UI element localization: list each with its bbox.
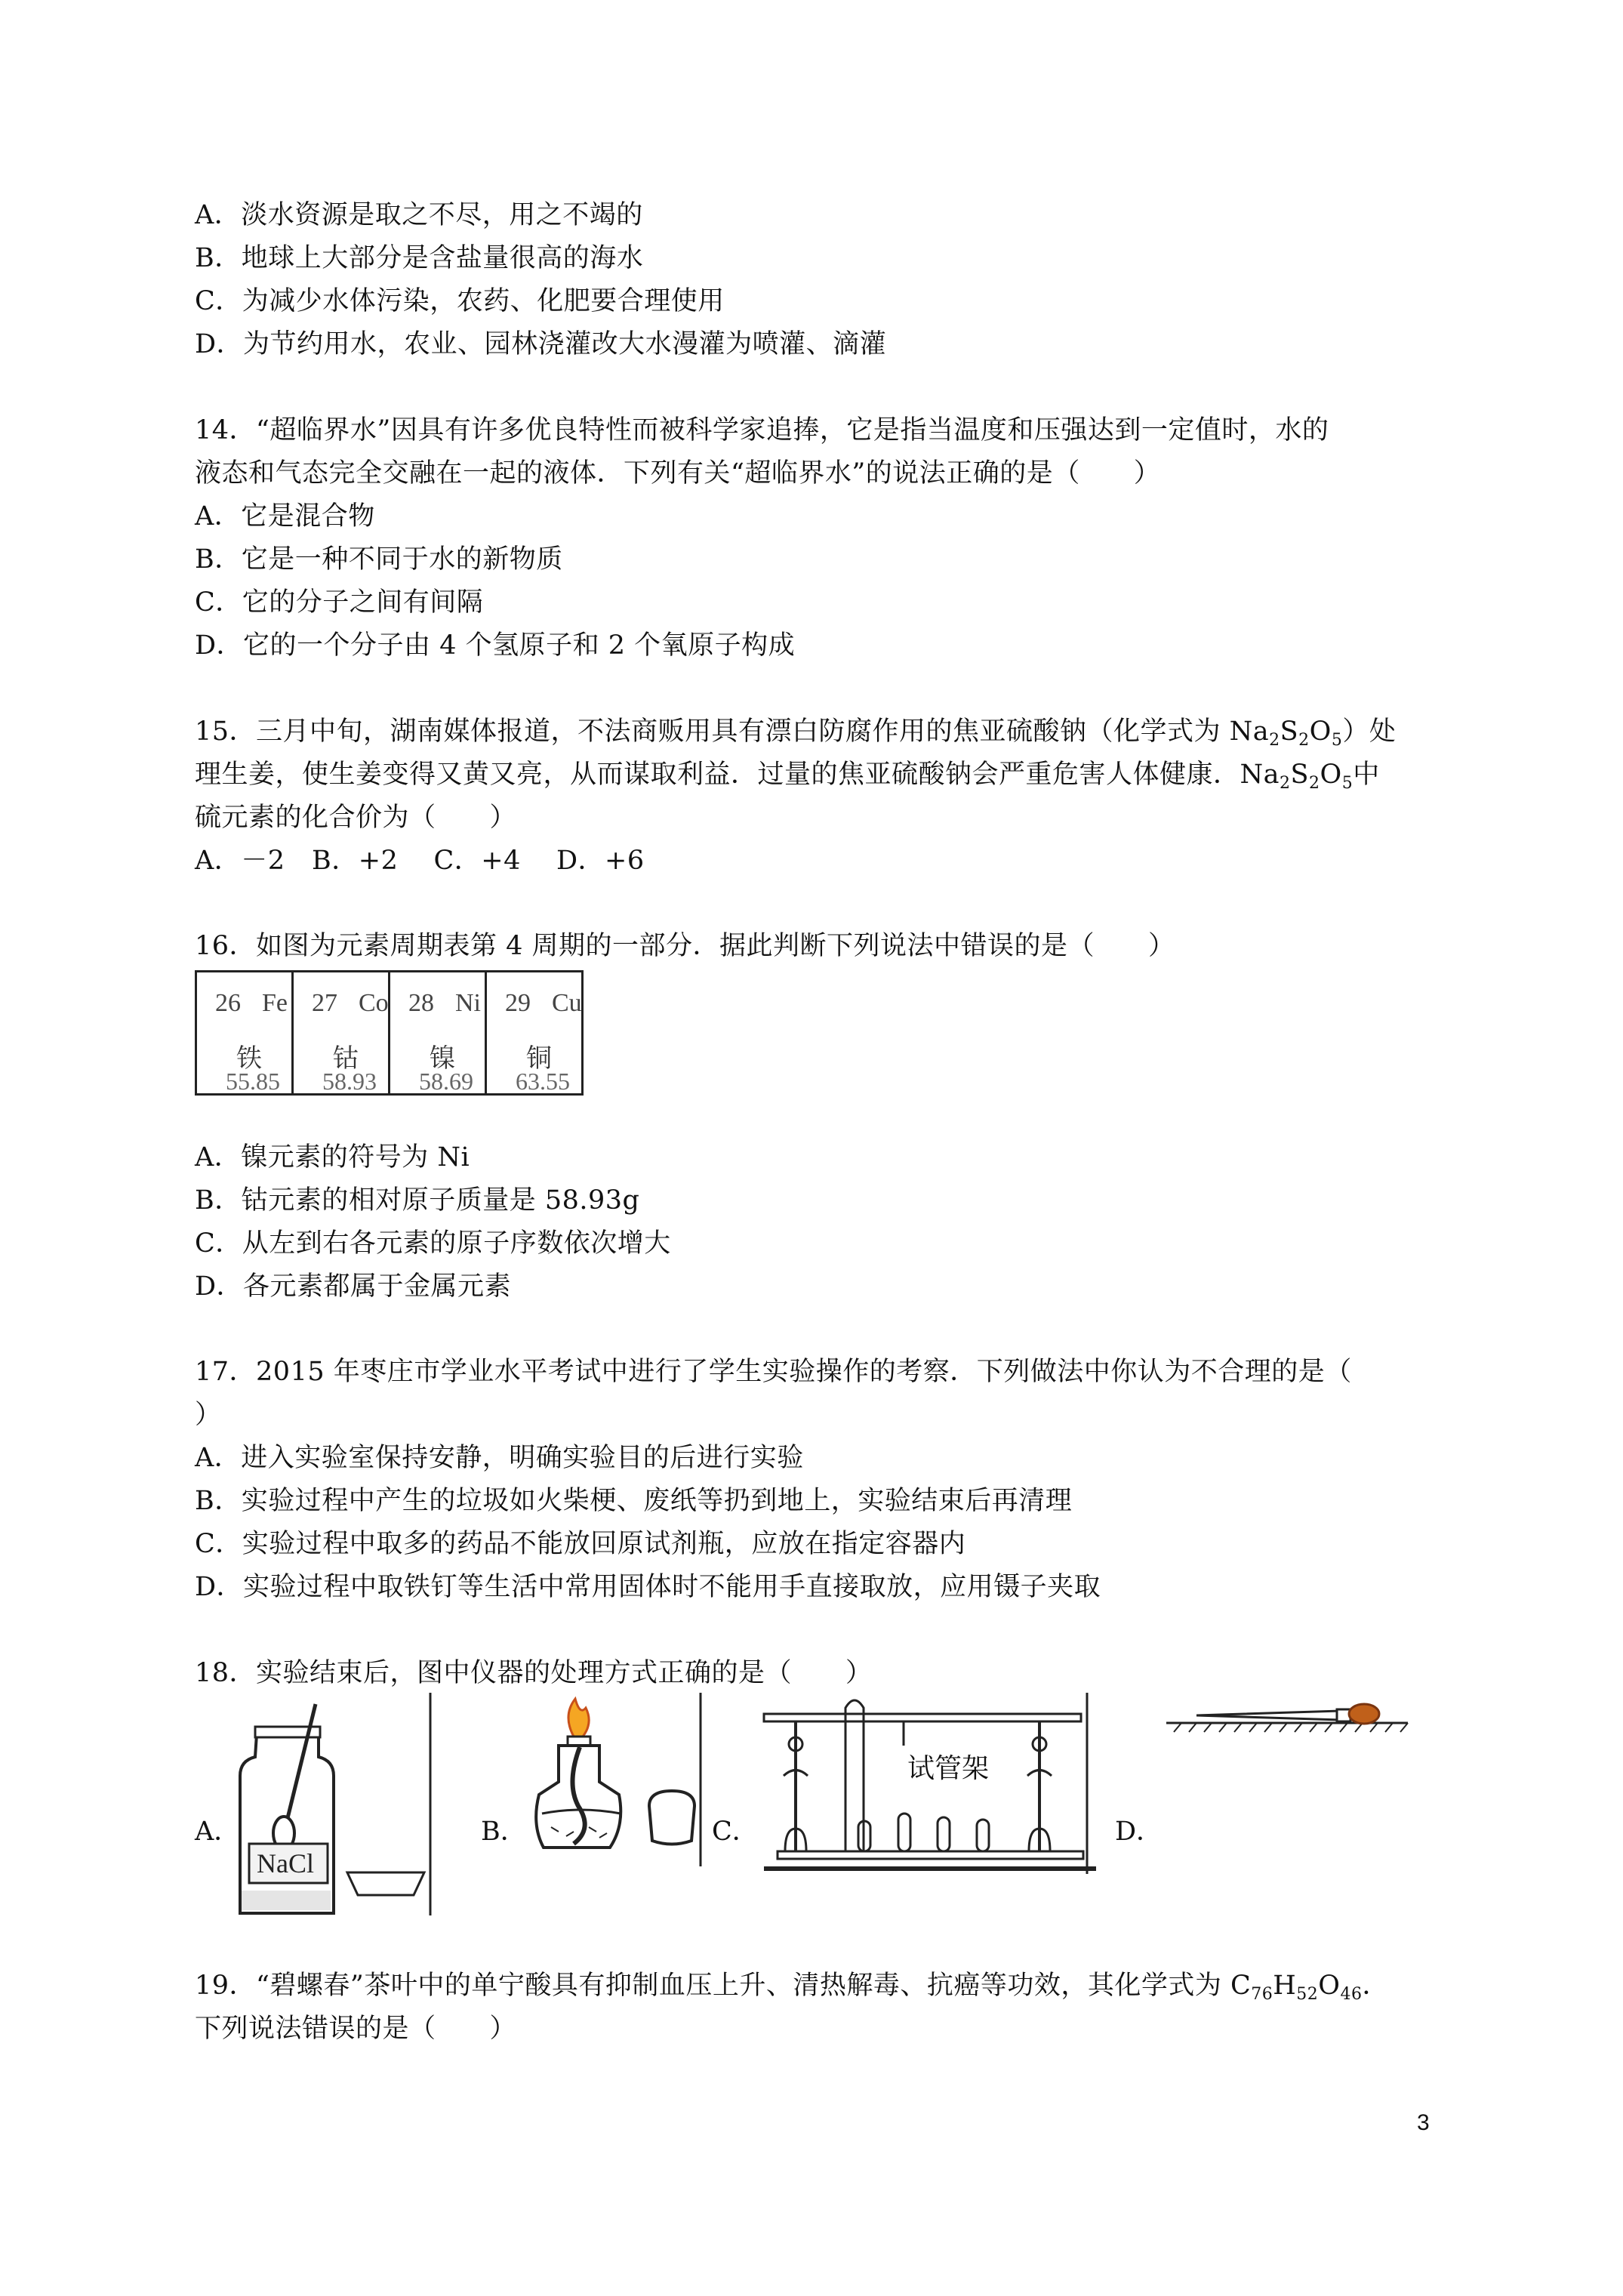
atomic-number: 26 [215, 989, 241, 1017]
q15-stem-line1-end: ）处 [1342, 717, 1397, 747]
q15-formula-o: O [1309, 717, 1332, 747]
dropper-figure [1159, 1693, 1412, 1746]
q18-stem: 18．实验结束后，图中仪器的处理方式正确的是（ ） [195, 1658, 873, 1688]
q17-stem-line1: 17．2015 年枣庄市学业水平考试中进行了学生实验操作的考察．下列做法中你认为不合理的是（ [195, 1357, 1352, 1387]
q15-stem-line1 [195, 717, 1397, 750]
q14-option-c: C．它的分子之间有间隔 [195, 587, 484, 618]
q17-option-c: C．实验过程中取多的药品不能放回原试剂瓶，应放在指定容器内 [195, 1529, 966, 1559]
q19-stem-line1-end: ． [1362, 1971, 1389, 2001]
q15-options: A．－2 B．+2 C．+4 D．+6 [195, 846, 645, 876]
element-cell-fe [196, 972, 293, 1095]
element-cell-ni [390, 972, 486, 1095]
atomic-mass: 63.55 [516, 1068, 570, 1095]
atomic-number: 28 [408, 989, 434, 1017]
nacl-label: NaCl [257, 1848, 314, 1878]
q19-stem-line1 [195, 1971, 1389, 2004]
q14-option-b: B．它是一种不同于水的新物质 [195, 544, 563, 575]
atomic-mass: 58.93 [322, 1068, 377, 1095]
element-cell-co [293, 972, 390, 1095]
element-name: 铁 [236, 1043, 262, 1074]
q14-option-a: A．它是混合物 [195, 501, 375, 532]
element-name: 钴 [333, 1043, 359, 1074]
q13-option-d: D．为节约用水，农业、园林浇灌改大水漫灌为喷灌、滴灌 [195, 329, 887, 359]
q15-sub: 5 [1341, 774, 1354, 793]
q15-sub: 2 [1298, 731, 1310, 750]
atomic-number: 27 [312, 989, 337, 1017]
atomic-mass: 55.85 [226, 1068, 280, 1095]
q19-sub-h: 52 [1296, 1985, 1319, 2004]
test-tube-rack-figure [756, 1693, 1100, 1878]
q13-option-c: C．为减少水体污染，农药、化肥要合理使用 [195, 286, 725, 316]
element-symbol: Cu [552, 989, 582, 1017]
q19-stem-line1-text: 19．“碧螺春”茶叶中的单宁酸具有抑制血压上升、清热解毒、抗癌等功效，其化学式为 C [195, 1971, 1252, 2001]
q15-stem-line1-text: 15．三月中旬，湖南媒体报道，不法商贩用具有漂白防腐作用的焦亚硫酸钠（化学式为 Na [195, 717, 1270, 747]
element-symbol: Ni [455, 989, 481, 1017]
q19-formula-h: H [1273, 1971, 1297, 2001]
q19-sub-o: 46 [1340, 1985, 1363, 2004]
atomic-mass: 58.69 [419, 1068, 473, 1095]
q15-stem-line2-end: 中 [1353, 760, 1380, 790]
reagent-bottle-figure [226, 1693, 445, 1919]
q15-sub: 2 [1269, 731, 1280, 750]
element-name: 铜 [526, 1043, 552, 1074]
q16-option-c: C．从左到右各元素的原子序数依次增大 [195, 1228, 671, 1259]
q13-option-a: A．淡水资源是取之不尽，用之不竭的 [195, 200, 643, 230]
periodic-table-excerpt [195, 970, 584, 1096]
q15-formula-s: S [1290, 760, 1309, 790]
q18-label-c: C． [712, 1817, 759, 1847]
element-symbol: Co [359, 989, 389, 1017]
q16-stem: 16．如图为元素周期表第 4 周期的一部分．据此判断下列说法中错误的是（ ） [195, 931, 1175, 961]
atomic-number: 29 [505, 989, 531, 1017]
q15-stem-line3: 硫元素的化合价为（ ） [195, 803, 517, 833]
q19-formula-o: O [1318, 1971, 1341, 2001]
q17-option-b: B．实验过程中产生的垃圾如火柴梗、废纸等扔到地上，实验结束后再清理 [195, 1486, 1073, 1516]
element-cell-cu [486, 972, 583, 1095]
q17-option-d: D．实验过程中取铁钉等生活中常用固体时不能用手直接取放，应用镊子夹取 [195, 1572, 1101, 1602]
q13-option-b: B．地球上大部分是含盐量很高的海水 [195, 243, 644, 273]
q18-label-a: A． [195, 1817, 241, 1847]
q15-sub: 5 [1331, 731, 1343, 750]
rack-label: 试管架 [907, 1753, 990, 1784]
q16-option-d: D．各元素都属于金属元素 [195, 1271, 512, 1302]
q18-label-d: D． [1115, 1817, 1163, 1847]
q14-stem-line2: 液态和气态完全交融在一起的液体．下列有关“超临界水”的说法正确的是（ ） [195, 458, 1161, 488]
q19-sub-c: 76 [1251, 1985, 1273, 2004]
element-symbol: Fe [262, 989, 288, 1017]
q15-formula-o: O [1320, 760, 1342, 790]
q15-stem-line2-text: 理生姜，使生姜变得又黄又亮，从而谋取利益．过量的焦亚硫酸钠会严重危害人体健康．Na [195, 760, 1280, 790]
q17-option-a: A．进入实验室保持安静，明确实验目的后进行实验 [195, 1443, 804, 1473]
page-number: 3 [1417, 2110, 1430, 2135]
q17-stem-line2: ） [195, 1400, 222, 1430]
q14-stem-line1: 14．“超临界水”因具有许多优良特性而被科学家追捧，它是指当温度和压强达到一定值时，水的 [195, 415, 1329, 445]
q16-option-b: B．钴元素的相对原子质量是 58.93g [195, 1185, 640, 1216]
element-name: 镍 [430, 1043, 455, 1074]
q15-stem-line2 [195, 760, 1380, 793]
alcohol-lamp-figure [521, 1693, 706, 1870]
q19-stem-line2: 下列说法错误的是（ ） [195, 2014, 517, 2044]
q15-sub: 2 [1308, 774, 1320, 793]
q14-option-d: D．它的一个分子由 4 个氢原子和 2 个氧原子构成 [195, 630, 796, 661]
q18-label-b: B． [481, 1817, 527, 1847]
q15-sub: 2 [1280, 774, 1291, 793]
q15-formula-s: S [1280, 717, 1299, 747]
q16-option-a: A．镍元素的符号为 Ni [195, 1142, 470, 1173]
